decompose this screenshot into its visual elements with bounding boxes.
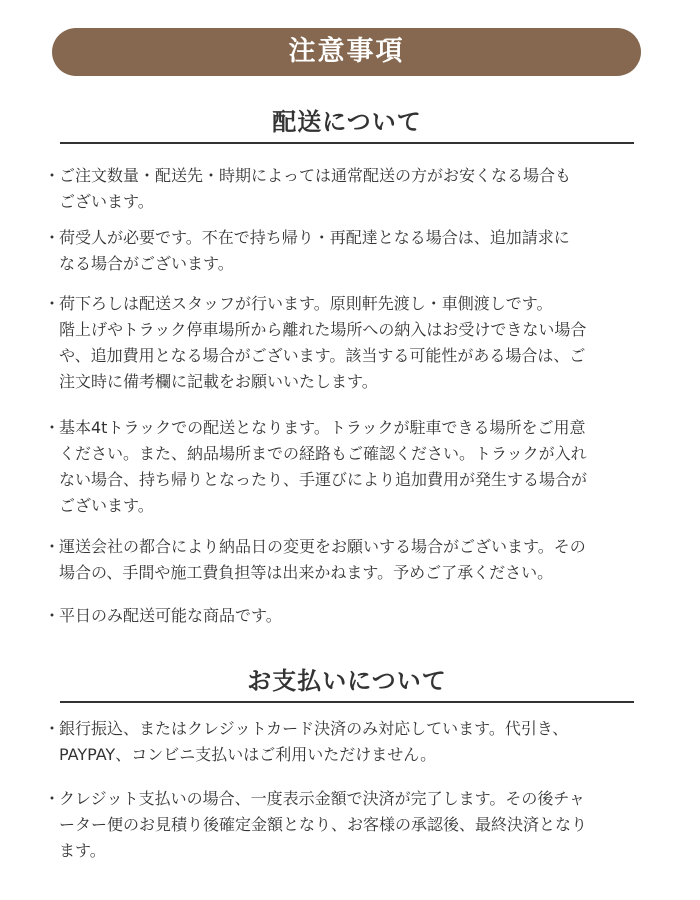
- list-item-text: 荷下ろしは配送スタッフが行います。原則軒先渡し・車側渡しです。 階上げやトラック停車場所から離れた場所への納入はお受けできない場合 や、追加費用となる場合がございます。該当する可能性がある場合は、ご 注文時に備考欄に記載をお願いいたします。: [59, 294, 587, 391]
- list-item-text: 銀行振込、またはクレジットカード決済のみ対応しています。代引き、 PAYPAY、コンビニ支払いはご利用いただけません。: [59, 719, 569, 764]
- list-item-text: 基本4tトラックでの配送となります。トラックが駐車できる場所をご用意 ください。また、納品場所までの経路もご確認ください。トラックが入れ ない場合、持ち帰りとなったり、手運びにより追加費用が発生する場合が ございます。: [59, 418, 588, 515]
- list-item-text: ご注文数量・配送先・時期によっては通常配送の方がお安くなる場合も ございます。: [59, 166, 572, 211]
- payment-section-heading: お支払いについて: [60, 665, 634, 703]
- bullet-mark: ・: [44, 294, 61, 313]
- list-item: [44, 716, 654, 768]
- bullet-mark: ・: [44, 789, 61, 808]
- list-item: [44, 786, 654, 864]
- list-item-text: 運送会社の都合により納品日の変更をお願いする場合がございます。その 場合の、手間や施工費負担等は出来かねます。予めご了承ください。: [59, 537, 586, 582]
- bullet-mark: ・: [44, 418, 61, 437]
- list-item: [44, 534, 654, 586]
- bullet-mark: ・: [44, 606, 61, 625]
- banner-title: 注意事項: [288, 36, 405, 67]
- bullet-mark: ・: [44, 166, 61, 185]
- list-item: [44, 603, 654, 629]
- delivery-section-heading: 配送について: [60, 106, 634, 144]
- list-item: [44, 415, 654, 519]
- list-item-text: クレジット支払いの場合、一度表示金額で決済が完了します。その後チャ ーター便のお見積り後確定金額となり、お客様の承認後、最終決済となり ます。: [59, 789, 588, 860]
- bullet-mark: ・: [44, 228, 61, 247]
- bullet-mark: ・: [44, 719, 61, 738]
- notice-banner: [52, 28, 641, 76]
- list-item: [44, 225, 654, 277]
- bullet-mark: ・: [44, 537, 61, 556]
- list-item: [44, 291, 654, 395]
- list-item: [44, 163, 654, 215]
- list-item-text: 平日のみ配送可能な商品です。: [59, 606, 282, 625]
- list-item-text: 荷受人が必要です。不在で持ち帰り・再配達となる場合は、追加請求に なる場合がございます。: [59, 228, 570, 273]
